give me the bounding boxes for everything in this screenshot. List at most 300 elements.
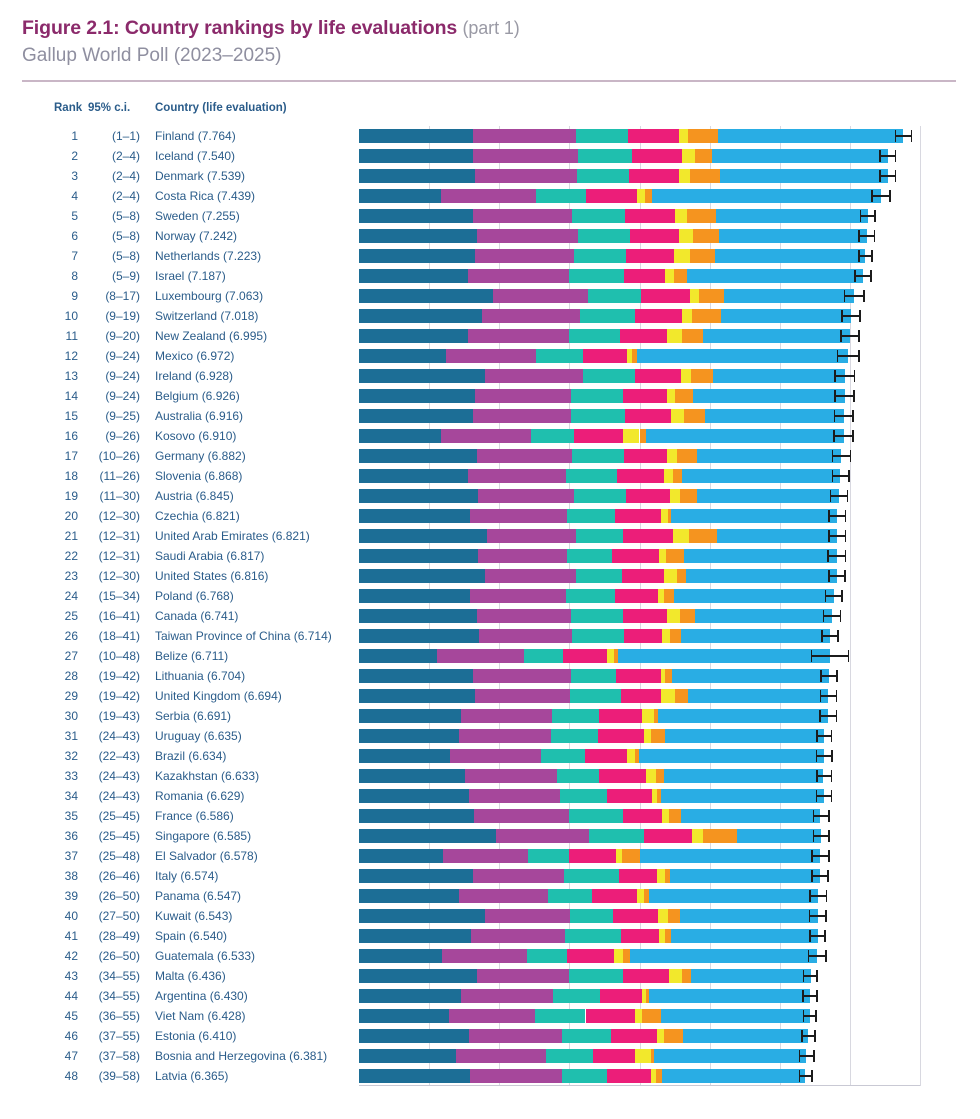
bar-segment [359,629,479,643]
bar-segment [703,329,850,343]
row-country-label: Romania (6.629) [155,788,245,803]
bar-segment [659,549,666,563]
bar-segment [692,829,703,843]
bar-segment [688,689,828,703]
bar-segment [695,149,713,163]
row-rank: 4 [71,188,78,203]
confidence-interval-marker [840,329,860,343]
bar-segment [642,709,653,723]
row-country-label: Kosovo (6.910) [155,428,237,443]
row-confidence-interval: (9–24) [105,348,140,363]
confidence-interval-marker [811,649,850,663]
bar-segment [651,729,666,743]
bar-segment [598,729,644,743]
bar-segment [567,509,615,523]
bar-segment [672,669,829,683]
bar-segment [574,249,627,263]
bar-segment [359,869,473,883]
bar-segment [527,949,567,963]
stacked-bar [359,289,854,303]
bar-segment [661,789,824,803]
table-row [0,886,980,906]
stacked-bar [359,709,828,723]
bar-segment [566,469,617,483]
table-row [0,766,980,786]
bar-segment [449,1009,535,1023]
row-rank: 13 [64,368,78,383]
bar-segment [359,989,461,1003]
stacked-bar [359,409,844,423]
stacked-bar [359,429,844,443]
bar-segment [359,649,437,663]
table-row [0,246,980,266]
bar-segment [639,749,824,763]
bar-segment [552,709,599,723]
table-row [0,926,980,946]
bar-segment [456,1049,546,1063]
bar-segment [359,449,477,463]
confidence-interval-marker [816,729,832,743]
row-country-label: Belize (6.711) [155,648,229,663]
bar-segment [473,409,572,423]
bar-segment [580,309,635,323]
row-confidence-interval: (5–8) [111,248,140,263]
bar-segment [469,1029,562,1043]
confidence-interval-marker [828,509,846,523]
row-rank: 25 [64,608,78,623]
bar-segment [724,289,854,303]
stacked-bar [359,729,824,743]
row-country-label: Estonia (6.410) [155,1028,237,1043]
row-country-label: El Salvador (6.578) [155,848,258,863]
bar-segment [359,149,473,163]
bar-segment [684,409,704,423]
row-confidence-interval: (11–26) [99,468,140,483]
bar-segment [359,709,461,723]
table-row [0,266,980,286]
stacked-bar [359,909,818,923]
bar-segment [570,689,621,703]
bar-segment [567,549,613,563]
bar-segment [583,369,635,383]
bar-segment [622,849,640,863]
stacked-bar [359,269,863,283]
confidence-interval-marker [858,229,875,243]
confidence-interval-marker [833,429,854,443]
bar-segment [487,529,576,543]
bar-segment [359,929,471,943]
bar-segment [664,569,677,583]
bar-segment [623,809,662,823]
row-confidence-interval: (5–8) [111,208,140,223]
bar-segment [690,289,699,303]
bar-segment [473,149,578,163]
bar-segment [536,349,582,363]
row-rank: 6 [71,228,78,243]
bar-segment [645,189,652,203]
confidence-interval-marker [809,929,826,943]
row-confidence-interval: (16–41) [98,608,140,623]
bar-segment [473,129,575,143]
stacked-bar [359,249,865,263]
bar-segment [599,769,646,783]
figure-title-main: Figure 2.1: Country rankings by life evaluations [22,17,458,39]
row-country-label: Uruguay (6.635) [155,728,242,743]
bar-segment [674,269,687,283]
bar-segment [465,769,558,783]
bar-segment [625,409,671,423]
confidence-interval-marker [809,889,827,903]
row-rank: 21 [64,528,78,543]
confidence-interval-marker [837,349,860,363]
row-country-label: Norway (7.242) [155,228,238,243]
bar-segment [630,229,680,243]
bar-segment [569,969,623,983]
table-row [0,746,980,766]
bar-segment [682,969,692,983]
bar-segment [359,229,477,243]
row-rank: 31 [64,728,78,743]
bar-segment [614,949,623,963]
bar-segment [607,789,652,803]
bar-segment [359,689,475,703]
bar-segment [681,369,692,383]
row-rank: 23 [64,568,78,583]
bar-segment [571,609,623,623]
confidence-interval-marker [799,1069,813,1083]
stacked-bar [359,229,867,243]
stacked-bar [359,349,848,363]
stacked-bar [359,389,845,403]
row-rank: 40 [64,908,78,923]
row-confidence-interval: (10–26) [98,448,140,463]
confidence-interval-marker [895,129,913,143]
stacked-bar [359,949,817,963]
bar-segment [359,389,475,403]
confidence-interval-marker [832,449,852,463]
bar-segment [673,529,689,543]
bar-segment [600,989,642,1003]
bar-segment [589,829,644,843]
bar-segment [359,849,443,863]
row-rank: 24 [64,588,78,603]
bar-segment [571,409,624,423]
row-rank: 10 [64,308,78,323]
bar-segment [468,269,568,283]
stacked-bar [359,889,818,903]
bar-segment [642,1009,661,1023]
bar-segment [666,549,684,563]
bar-segment [677,569,686,583]
bar-segment [667,389,675,403]
table-row [0,986,980,1006]
confidence-interval-marker [803,969,818,983]
bar-segment [690,249,715,263]
bar-segment [689,529,716,543]
row-rank: 48 [64,1068,78,1083]
row-country-label: Australia (6.916) [155,408,244,423]
table-row [0,666,980,686]
row-country-label: Latvia (6.365) [155,1068,229,1083]
bar-segment [593,1049,635,1063]
bar-segment [576,569,622,583]
bar-segment [473,869,564,883]
bar-segment [623,609,666,623]
row-rank: 9 [71,288,78,303]
confidence-interval-marker [858,249,873,263]
confidence-interval-marker [803,1009,817,1023]
bar-segment [607,1069,650,1083]
bar-segment [671,929,818,943]
row-country-label: Poland (6.768) [155,588,234,603]
row-confidence-interval: (11–30) [99,488,140,503]
table-row [0,726,980,746]
confidence-interval-marker [819,709,837,723]
bar-segment [359,409,473,423]
x-axis-line [359,1085,920,1086]
row-confidence-interval: (26–46) [98,868,140,883]
row-confidence-interval: (8–17) [105,288,140,303]
bar-segment [359,769,465,783]
confidence-interval-marker [816,769,832,783]
row-country-label: Germany (6.882) [155,448,246,463]
row-confidence-interval: (25–48) [98,848,140,863]
bar-segment [630,949,817,963]
confidence-interval-marker [820,669,838,683]
row-confidence-interval: (39–58) [98,1068,140,1083]
bar-segment [359,1009,449,1023]
bar-segment [442,949,527,963]
bar-segment [475,249,573,263]
bar-segment [359,569,485,583]
row-confidence-interval: (9–24) [105,368,140,383]
row-country-label: United States (6.816) [155,568,269,583]
bar-segment [583,349,627,363]
rankings-chart [0,126,980,1086]
bar-segment [657,1029,664,1043]
row-confidence-interval: (10–48) [98,648,140,663]
row-country-label: Canada (6.741) [155,608,239,623]
row-confidence-interval: (37–55) [98,1028,140,1043]
row-rank: 26 [64,628,78,643]
bar-segment [359,189,441,203]
stacked-bar [359,669,829,683]
row-country-label: Brazil (6.634) [155,748,227,763]
stacked-bar [359,449,841,463]
bar-segment [477,969,570,983]
bar-segment [640,849,820,863]
bar-segment [664,589,674,603]
bar-segment [621,929,659,943]
bar-segment [572,629,624,643]
bar-segment [562,1069,608,1083]
row-country-label: Mexico (6.972) [155,348,235,363]
bar-segment [571,389,623,403]
row-confidence-interval: (12–31) [98,528,140,543]
bar-segment [577,169,629,183]
bar-segment [359,1029,469,1043]
row-country-label: Bosnia and Herzegovina (6.381) [155,1048,328,1063]
bar-segment [441,429,531,443]
bar-segment [661,1009,810,1023]
row-rank: 42 [64,948,78,963]
bar-segment [627,749,635,763]
bar-segment [557,769,598,783]
table-row [0,786,980,806]
bar-segment [662,629,670,643]
table-row [0,286,980,306]
row-country-label: Costa Rica (7.439) [155,188,256,203]
table-row [0,906,980,926]
row-rank: 15 [64,408,78,423]
bar-segment [623,389,666,403]
bar-segment [625,209,674,223]
figure-header [0,0,980,88]
row-confidence-interval: (22–43) [98,748,140,763]
bar-segment [359,549,478,563]
bar-segment [359,289,493,303]
bar-segment [569,809,623,823]
row-country-label: United Kingdom (6.694) [155,688,282,703]
bar-segment [359,969,477,983]
confidence-interval-marker [828,569,846,583]
table-row [0,386,980,406]
bar-segment [623,529,673,543]
bar-segment [576,129,628,143]
confidence-interval-marker [825,589,843,603]
bar-segment [470,509,567,523]
row-rank: 47 [64,1048,78,1063]
table-row [0,466,980,486]
bar-segment [668,909,681,923]
row-rank: 27 [64,648,78,663]
table-row [0,546,980,566]
bar-segment [675,389,694,403]
bar-segment [673,469,681,483]
bar-segment [477,449,572,463]
stacked-bar [359,169,888,183]
bar-segment [578,229,630,243]
bar-segment [461,709,552,723]
row-country-label: Kazakhstan (6.633) [155,768,260,783]
bar-segment [359,249,475,263]
confidence-interval-marker [827,549,846,563]
stacked-bar [359,1069,805,1083]
bar-segment [686,569,837,583]
bar-segment [471,929,565,943]
table-row [0,946,980,966]
bar-segment [359,509,470,523]
bar-segment [680,909,817,923]
table-row [0,646,980,666]
bar-segment [469,789,560,803]
table-row [0,686,980,706]
table-row [0,206,980,226]
row-country-label: Viet Nam (6.428) [155,1008,246,1023]
row-country-label: Switzerland (7.018) [155,308,259,323]
table-row [0,826,980,846]
confidence-interval-marker [854,269,872,283]
bar-segment [612,549,659,563]
table-row [0,566,980,586]
stacked-bar [359,929,818,943]
bar-segment [585,749,627,763]
bar-segment [681,629,830,643]
row-country-label: Singapore (6.585) [155,828,252,843]
bar-segment [703,829,737,843]
bar-segment [478,549,566,563]
bar-segment [699,289,724,303]
confidence-interval-marker [813,829,830,843]
bar-segment [680,609,695,623]
stacked-bar [359,849,820,863]
bar-segment [691,969,810,983]
row-rank: 38 [64,868,78,883]
bar-segment [635,309,683,323]
bar-segment [531,429,574,443]
table-row [0,186,980,206]
row-confidence-interval: (19–43) [98,708,140,723]
bar-segment [674,589,834,603]
bar-segment [641,289,690,303]
bar-segment [477,609,572,623]
table-row [0,326,980,346]
bar-segment [670,489,680,503]
bar-segment [692,309,721,323]
bar-segment [570,909,613,923]
bar-segment [468,329,568,343]
confidence-interval-marker [871,189,891,203]
bar-segment [715,249,866,263]
stacked-bar [359,529,837,543]
bar-segment [626,489,670,503]
bar-segment [477,229,578,243]
row-country-label: Saudi Arabia (6.817) [155,548,265,563]
bar-segment [693,229,720,243]
bar-segment [359,729,459,743]
stacked-bar [359,489,839,503]
bar-segment [629,169,679,183]
bar-segment [621,689,660,703]
row-rank: 45 [64,1008,78,1023]
confidence-interval-marker [879,169,896,183]
stacked-bar [359,789,824,803]
row-country-label: Panama (6.547) [155,888,242,903]
row-confidence-interval: (18–41) [98,628,140,643]
bar-segment [359,829,496,843]
bar-segment [574,429,622,443]
bar-segment [615,589,658,603]
confidence-interval-marker [834,369,855,383]
bar-segment [619,869,657,883]
bar-segment [566,589,615,603]
bar-segment [359,909,485,923]
row-rank: 7 [71,248,78,263]
confidence-interval-marker [830,489,849,503]
row-country-label: Belgium (6.926) [155,388,240,403]
bar-segment [524,649,563,663]
bar-segment [690,169,720,183]
confidence-interval-marker [802,989,817,1003]
bar-segment [719,229,866,243]
bar-segment [485,369,583,383]
bar-segment [670,869,820,883]
bar-segment [359,429,441,443]
confidence-interval-marker [809,909,827,923]
row-confidence-interval: (15–34) [98,588,140,603]
bar-segment [565,929,621,943]
row-country-label: Spain (6.540) [155,928,228,943]
